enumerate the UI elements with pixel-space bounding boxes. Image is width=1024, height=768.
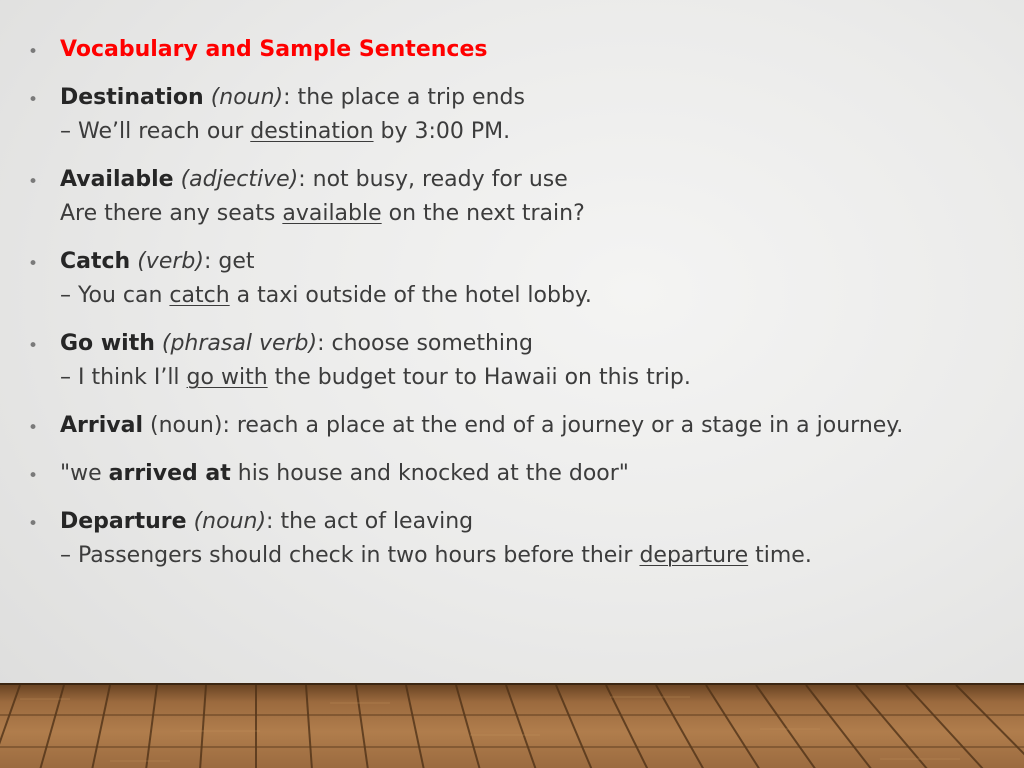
example-prefix: Are there any seats	[60, 201, 283, 226]
quote-keyword: arrived at	[108, 461, 231, 486]
example-prefix: – Passengers should check in two hours before their	[60, 543, 640, 568]
definition-line	[60, 163, 1018, 197]
example-keyword: departure	[639, 543, 749, 568]
example-suffix: by 3:00 PM.	[373, 119, 511, 144]
definition-line	[60, 245, 1018, 279]
definition-text: : reach a place at the end of a journey or a stage in a journey.	[222, 413, 904, 438]
bullet-dot-icon: •	[28, 466, 39, 486]
part-of-speech: (verb)	[137, 249, 204, 274]
example-suffix: on the next train?	[381, 201, 585, 226]
wood-floor-image	[0, 683, 1024, 768]
list-item-heading	[28, 33, 1018, 67]
definition-text: : the act of leaving	[266, 509, 474, 534]
example-suffix: a taxi outside of the hotel lobby.	[229, 283, 592, 308]
slide-content	[28, 33, 1018, 587]
list-item-available	[28, 163, 1018, 231]
bullet-dot-icon: •	[28, 418, 39, 438]
part-of-speech: (noun)	[143, 413, 223, 438]
example-keyword: catch	[169, 283, 230, 308]
list-item-departure	[28, 505, 1018, 573]
example-line	[60, 197, 1018, 231]
part-of-speech: (noun)	[193, 509, 267, 534]
example-line	[60, 361, 1018, 395]
list-item-destination	[28, 81, 1018, 149]
vocab-term: Destination	[60, 85, 204, 110]
vocab-term: Available	[60, 167, 174, 192]
example-prefix: – You can	[60, 283, 170, 308]
example-prefix: – We’ll reach our	[60, 119, 251, 144]
definition-line	[60, 327, 1018, 361]
example-keyword: go with	[186, 365, 268, 390]
vocab-term: Catch	[60, 249, 131, 274]
example-suffix: the budget tour to Hawaii on this trip.	[267, 365, 691, 390]
part-of-speech: (adjective)	[180, 167, 299, 192]
vocab-term: Arrival	[60, 413, 143, 438]
vocab-term: Go with	[60, 331, 155, 356]
definition-line	[60, 505, 1018, 539]
example-line	[60, 279, 1018, 313]
definition-text: : get	[203, 249, 255, 274]
quote-open: "we	[60, 461, 109, 486]
example-line	[60, 115, 1018, 149]
part-of-speech: (noun)	[210, 85, 284, 110]
example-line	[60, 539, 1018, 573]
bullet-dot-icon: •	[28, 514, 39, 534]
list-item-arrival	[28, 409, 1018, 443]
list-item-quote	[28, 457, 1018, 491]
definition-line	[60, 409, 1018, 443]
bullet-dot-icon: •	[28, 336, 39, 356]
part-of-speech: (phrasal verb)	[161, 331, 318, 356]
example-keyword: destination	[250, 119, 374, 144]
wood-plank-pattern	[0, 685, 1024, 768]
bullet-dot-icon: •	[28, 172, 39, 192]
definition-text: : choose something	[317, 331, 533, 356]
example-suffix: time.	[748, 543, 812, 568]
vocab-term: Departure	[60, 509, 187, 534]
bullet-dot-icon: •	[28, 254, 39, 274]
definition-line	[60, 81, 1018, 115]
list-item-catch	[28, 245, 1018, 313]
slide-heading: Vocabulary and Sample Sentences	[60, 37, 488, 62]
definition-text: : not busy, ready for use	[298, 167, 568, 192]
list-item-go-with	[28, 327, 1018, 395]
definition-text: : the place a trip ends	[283, 85, 525, 110]
bullet-dot-icon: •	[28, 42, 39, 62]
bullet-dot-icon: •	[28, 90, 39, 110]
quote-rest: his house and knocked at the door"	[230, 461, 629, 486]
quote-line	[60, 457, 1018, 491]
example-prefix: – I think I’ll	[60, 365, 187, 390]
example-keyword: available	[282, 201, 382, 226]
